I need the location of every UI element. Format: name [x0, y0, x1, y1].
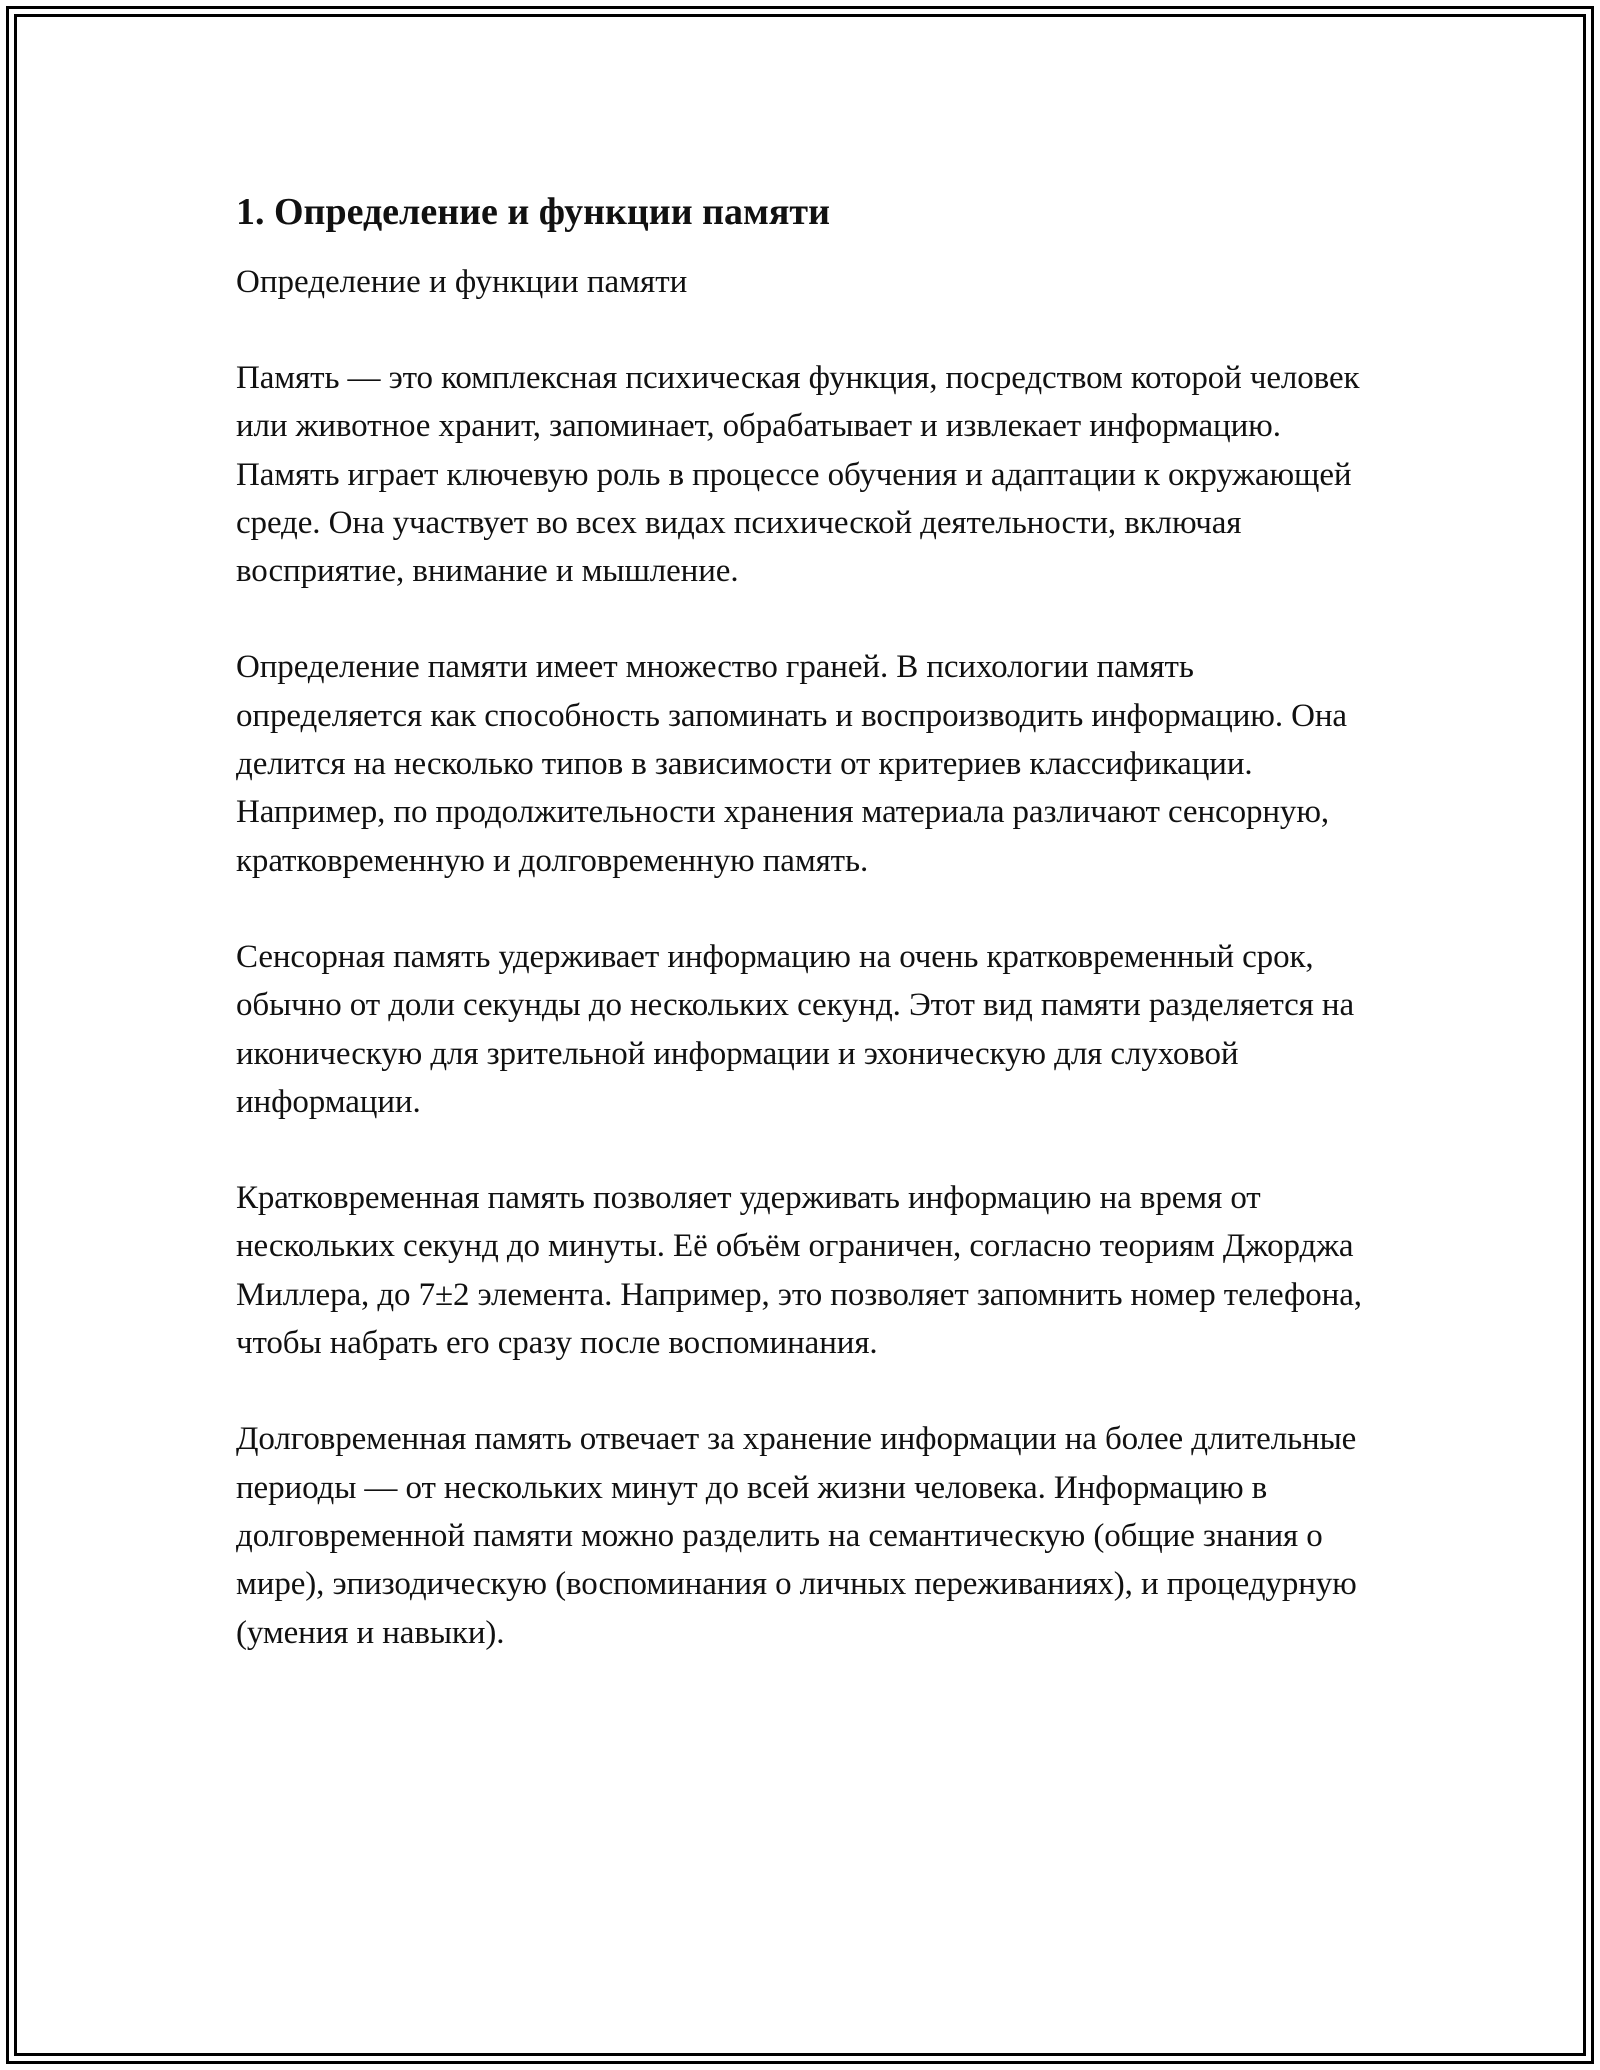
section-subheading: Определение и функции памяти — [236, 264, 688, 300]
paragraph-memory-types: Определение памяти имеет множество граней. В психологии память определяется как способность запоминать и воспроизводить информацию. Она делится на несколько типов в зависимости от критериев классификации. Например, по продолжительности хранения материала различают сенсорную, кратковременную и долговременную память. — [236, 649, 1347, 879]
paragraph-sensory-memory: Сенсорная память удерживает информацию на очень кратковременный срок, обычно от доли секунды до нескольких секунд. Этот вид памяти разделяется на иконическую для зрительной информации и эхоническую для слуховой информации. — [236, 938, 1354, 1120]
document-body — [236, 184, 1366, 1705]
paragraph-short-term-memory: Кратковременная память позволяет удерживать информацию на время от нескольких секунд до минуты. Её объём ограничен, согласно теориям Джорджа Миллера, до 7±2 элемента. Например, это позволяет запомнить номер телефона, чтобы набрать его сразу после воспоминания. — [236, 1180, 1362, 1362]
paragraph-memory-definition: Память — это комплексная психическая функция, посредством которой человек или животное хранит, запоминает, обрабатывает и извлекает информацию. Память играет ключевую роль в процессе обучения и адаптации к окружающей среде. Она участвует во всех видах психической деятельности, включая восприятие, внимание и мышление. — [236, 360, 1360, 590]
section-heading: 1. Определение и функции памяти — [236, 191, 830, 233]
paragraph-long-term-memory: Долговременная память отвечает за хранение информации на более длительные периоды — от нескольких минут до всей жизни человека. Информацию в долговременной памяти можно разделить на семантическую (общие знания о мире), эпизодическую (воспоминания о личных переживаниях), и процедурную (умения и навыки). — [236, 1421, 1357, 1651]
